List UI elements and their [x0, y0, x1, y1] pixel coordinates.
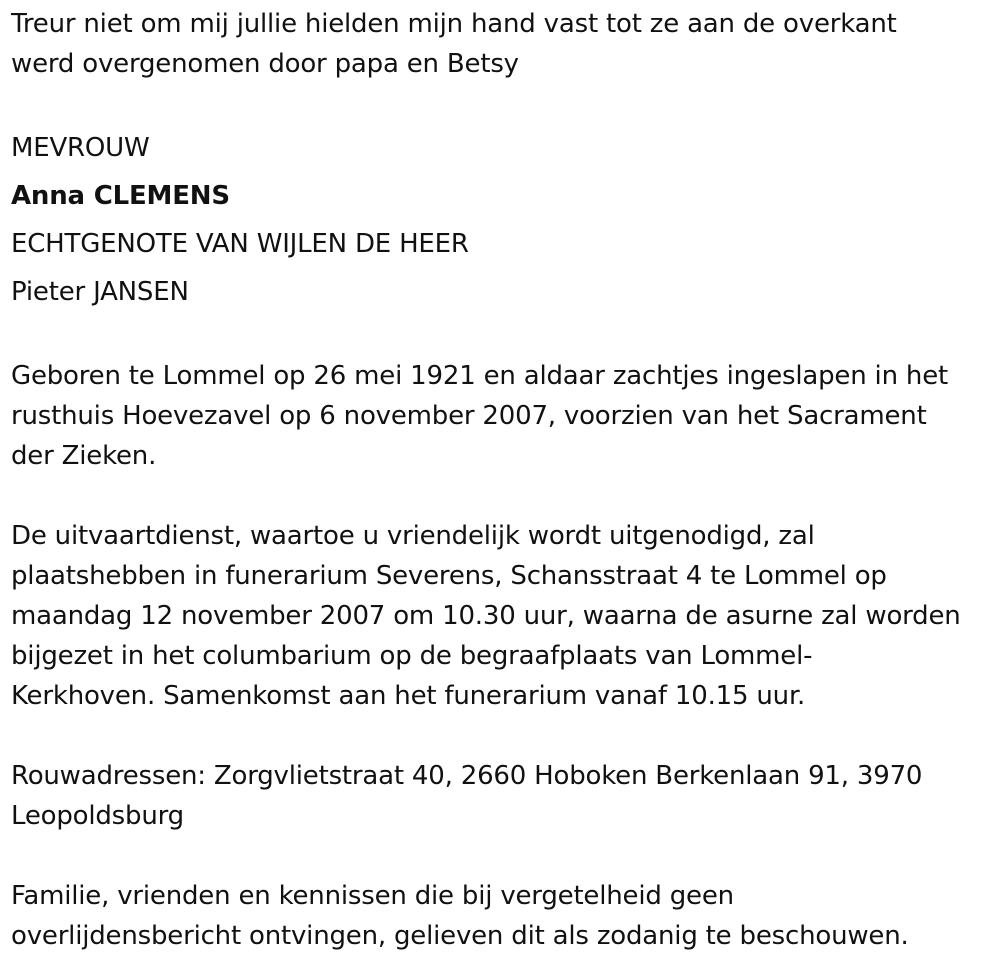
- funeral-line-4: bijgezet in het columbarium op de begraafplaats van Lommel-: [11, 641, 813, 671]
- closing-line-2: overlijdensbericht ontvingen, gelieven dit als zodanig te beschouwen.: [11, 921, 909, 951]
- paragraph-spacer: [11, 716, 991, 756]
- paragraph-spacer: [11, 316, 991, 356]
- birth-line-2: rusthuis Hoevezavel op 6 november 2007, voorzien van het Sacrament: [11, 401, 927, 431]
- paragraph-spacer: [11, 84, 991, 124]
- paragraph-spacer: [11, 836, 991, 876]
- closing-paragraph: [11, 876, 991, 956]
- paragraph-spacer: [11, 476, 991, 516]
- funeral-line-2: plaatshebben in funerarium Severens, Schansstraat 4 te Lommel op: [11, 561, 887, 591]
- funeral-line-1: De uitvaartdienst, waartoe u vriendelijk wordt uitgenodigd, zal: [11, 521, 815, 551]
- spouse-name: Pieter JANSEN: [11, 277, 189, 307]
- birth-paragraph: [11, 356, 991, 476]
- birth-line-3: der Zieken.: [11, 441, 157, 471]
- funeral-line-3: maandag 12 november 2007 om 10.30 uur, waarna de asurne zal worden: [11, 601, 961, 631]
- funeral-line-5: Kerkhoven. Samenkomst aan het funerarium vanaf 10.15 uur.: [11, 681, 806, 711]
- quote-paragraph: [11, 4, 991, 84]
- relation-line: ECHTGENOTE VAN WIJLEN DE HEER: [11, 229, 469, 259]
- birth-line-1: Geboren te Lommel op 26 mei 1921 en aldaar zachtjes ingeslapen in het: [11, 361, 948, 391]
- closing-line-1: Familie, vrienden en kennissen die bij vergetelheid geen: [11, 881, 734, 911]
- name-block: [11, 124, 991, 316]
- address-paragraph: [11, 756, 991, 836]
- deceased-name: Anna CLEMENS: [11, 181, 230, 211]
- quote-line-1: Treur niet om mij jullie hielden mijn hand vast tot ze aan de overkant: [11, 9, 897, 39]
- address-line-2: Leopoldsburg: [11, 801, 184, 831]
- quote-line-2: werd overgenomen door papa en Betsy: [11, 49, 519, 79]
- honorific-title: MEVROUW: [11, 133, 150, 163]
- obituary-notice: [11, 4, 991, 956]
- address-line-1: Rouwadressen: Zorgvlietstraat 40, 2660 Hoboken Berkenlaan 91, 3970: [11, 761, 923, 791]
- funeral-paragraph: [11, 516, 991, 716]
